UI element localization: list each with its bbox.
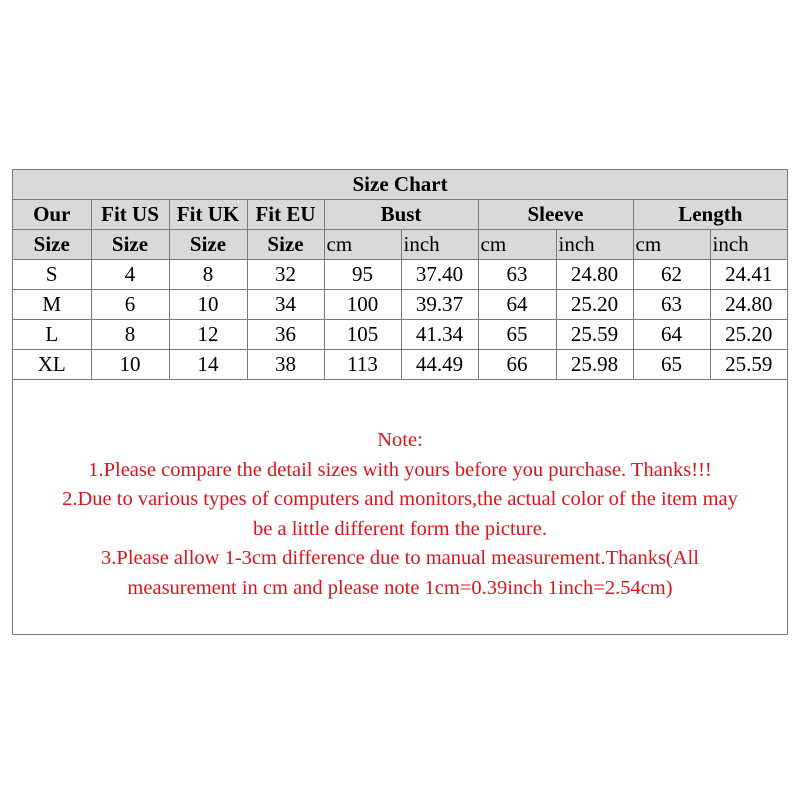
cell-bust-inch: 39.37 (401, 290, 478, 320)
header-our-size-2: Size (13, 230, 91, 260)
cell-size: S (13, 260, 91, 290)
header-our-size: Our (13, 200, 91, 230)
note-line-1: 1.Please compare the detail sizes with yours before you purchase. Thanks!!! (88, 458, 712, 481)
cell-sleeve-inch: 25.59 (556, 320, 633, 350)
cell-length-inch: 24.80 (710, 290, 787, 320)
cell-length-cm: 63 (633, 290, 710, 320)
header-sleeve: Sleeve (478, 200, 633, 230)
cell-us: 6 (91, 290, 169, 320)
unit-sleeve-inch: inch (556, 230, 633, 260)
note-line-3: 3.Please allow 1-3cm difference due to manual measurement.Thanks(All (101, 547, 699, 569)
cell-bust-inch: 37.40 (401, 260, 478, 290)
cell-uk: 12 (169, 320, 247, 350)
header-fit-eu: Fit EU (247, 200, 324, 230)
unit-length-inch: inch (710, 230, 787, 260)
size-chart-table (13, 170, 787, 380)
cell-eu: 34 (247, 290, 324, 320)
cell-bust-cm: 105 (324, 320, 401, 350)
cell-length-inch: 24.41 (710, 260, 787, 290)
header-bust: Bust (324, 200, 478, 230)
note-line-3-continued: measurement in cm and please note 1cm=0.39inch 1inch=2.54cm) (127, 576, 673, 599)
note-heading: Note: (377, 429, 423, 451)
cell-us: 10 (91, 350, 169, 380)
cell-length-cm: 65 (633, 350, 710, 380)
cell-length-inch: 25.20 (710, 320, 787, 350)
table-row (13, 320, 787, 350)
cell-eu: 36 (247, 320, 324, 350)
cell-sleeve-cm: 63 (478, 260, 556, 290)
unit-length-cm: cm (633, 230, 710, 260)
note-line-2: 2.Due to various types of computers and monitors,the actual color of the item may (62, 488, 738, 510)
cell-sleeve-cm: 65 (478, 320, 556, 350)
cell-length-inch: 25.59 (710, 350, 787, 380)
unit-sleeve-cm: cm (478, 230, 556, 260)
cell-sleeve-inch: 25.20 (556, 290, 633, 320)
cell-eu: 32 (247, 260, 324, 290)
table-row (13, 260, 787, 290)
cell-length-cm: 62 (633, 260, 710, 290)
cell-bust-cm: 113 (324, 350, 401, 380)
header-fit-us-2: Size (91, 230, 169, 260)
chart-title: Size Chart (13, 170, 787, 200)
cell-size: XL (13, 350, 91, 380)
cell-sleeve-cm: 64 (478, 290, 556, 320)
cell-sleeve-cm: 66 (478, 350, 556, 380)
cell-sleeve-inch: 24.80 (556, 260, 633, 290)
header-fit-uk-2: Size (169, 230, 247, 260)
cell-size: L (13, 320, 91, 350)
header-length: Length (633, 200, 787, 230)
cell-length-cm: 64 (633, 320, 710, 350)
cell-uk: 14 (169, 350, 247, 380)
header-fit-us: Fit US (91, 200, 169, 230)
cell-bust-inch: 44.49 (401, 350, 478, 380)
cell-us: 4 (91, 260, 169, 290)
cell-bust-cm: 95 (324, 260, 401, 290)
table-row (13, 290, 787, 320)
notes-block (13, 426, 787, 603)
cell-uk: 8 (169, 260, 247, 290)
size-chart-sheet (12, 169, 788, 635)
table-row (13, 350, 787, 380)
cell-sleeve-inch: 25.98 (556, 350, 633, 380)
cell-bust-inch: 41.34 (401, 320, 478, 350)
cell-bust-cm: 100 (324, 290, 401, 320)
header-fit-eu-2: Size (247, 230, 324, 260)
cell-uk: 10 (169, 290, 247, 320)
note-line-2-continued: be a little different form the picture. (253, 517, 547, 540)
cell-us: 8 (91, 320, 169, 350)
unit-bust-inch: inch (401, 230, 478, 260)
unit-bust-cm: cm (324, 230, 401, 260)
header-fit-uk: Fit UK (169, 200, 247, 230)
cell-size: M (13, 290, 91, 320)
cell-eu: 38 (247, 350, 324, 380)
